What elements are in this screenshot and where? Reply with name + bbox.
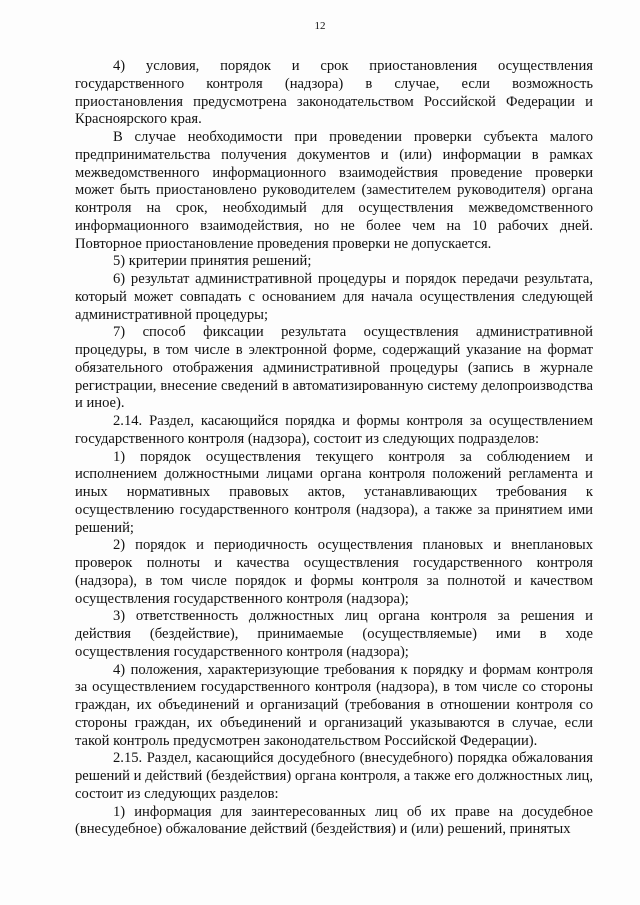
paragraph: 2) порядок и периодичность осуществления плановых и внеплановых проверок полноты и качества осуществления государственного контроля (надзора), в том числе порядок и формы контроля за полнотой и качеством осуществления государственного контроля (надзора); (75, 537, 593, 607)
paragraph: 5) критерии принятия решений; (113, 253, 312, 270)
paragraph: В случае необходимости при проведении проверки субъекта малого предпринимательства получения документов и (или) информации в рамках межведомственного информационного взаимодействия проведение проверки может быть приостановлено руководителем (заместителем руководителя) органа контроля на срок, необходимый для осуществления межведомственного информационного взаимодействия, но не более чем на 10 рабочих дней. Повторное приостановление проведения проверки не допускается. (75, 129, 593, 252)
paragraph: 7) способ фиксации результата осуществления административной процедуры, в том числе в электронной форме, содержащий указание на формат обязательного отображения административной процедуры (запись в журнале регистрации, внесение сведений в автоматизированную систему делопроизводства и иное). (75, 324, 593, 412)
paragraph: 1) порядок осуществления текущего контроля за соблюдением и исполнением должностными лицами органа контроля положений регламента и иных нормативных правовых актов, устанавливающих требования к осуществлению государственного контроля (надзора), а также за принятием ими решений; (75, 448, 593, 536)
paragraph: 3) ответственность должностных лиц органа контроля за решения и действия (бездействие), принимаемые (осуществляемые) ими в ходе осуществления государственного контроля (надзора); (75, 608, 593, 660)
paragraph: 6) результат административной процедуры и порядок передачи результата, который может совпадать с основанием для начала осуществления следующей административной процедуры; (75, 271, 593, 323)
paragraph: 2.15. Раздел, касающийся досудебного (внесудебного) порядка обжалования решений и действий (бездействия) органа контроля, а также его должностных лиц, состоит из следующих разделов: (75, 750, 593, 802)
page-number: 12 (314, 20, 326, 32)
paragraph: 1) информация для заинтересованных лиц об их праве на досудебное (внесудебное) обжалование действий (бездействия) и (или) решений, принятых (75, 803, 593, 838)
body-text (75, 58, 593, 839)
paragraph: 4) условия, порядок и срок приостановления осуществления государственного контроля (надзора) в случае, если возможность приостановления предусмотрена законодательством Российской Федерации и Красноярского края. (75, 58, 593, 128)
paragraph: 4) положения, характеризующие требования к порядку и формам контроля за осуществлением государственного контроля (надзора), в том числе со стороны граждан, их объединений и организаций (требования в отношении контроля со стороны граждан, их объединений и организаций указываются в случае, если такой контроль предусмотрен законодательством Российской Федерации). (75, 661, 593, 749)
paragraph: 2.14. Раздел, касающийся порядка и формы контроля за осуществлением государственного контроля (надзора), состоит из следующих подразделов: (75, 413, 593, 447)
